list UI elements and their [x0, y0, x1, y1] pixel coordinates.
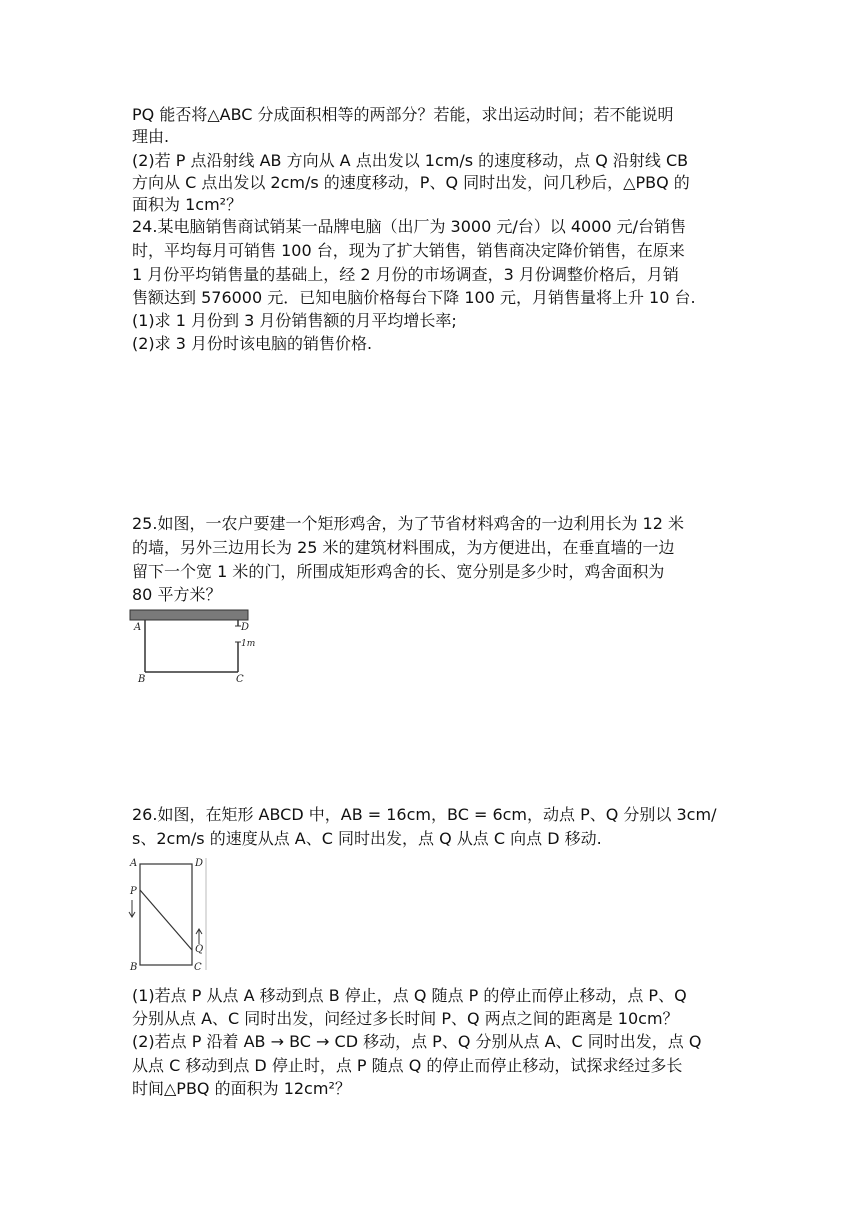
q23-line-2: 理由.: [132, 127, 170, 146]
label-b: B: [130, 962, 138, 973]
q23-part2-line-1: (2)若 P 点沿射线 AB 方向从 A 点出发以 1cm/s 的速度移动，点 Q 沿射线 CB: [132, 151, 689, 170]
q26-part2-line-2: 从点 C 移动到点 D 停止时，点 P 随点 Q 的停止而停止移动，试探求经过多长: [132, 1056, 683, 1075]
q25-chicken-coop-figure: [126, 606, 256, 688]
q26-part2-line-3: 时间△PBQ 的面积为 12cm²？: [132, 1079, 351, 1098]
q25-line-3: 留下一个宽 1 米的门，所围成矩形鸡舍的长、宽分别是多少时，鸡舍面积为: [132, 562, 665, 581]
q26-part1-line-1: (1)若点 P 从点 A 移动到点 B 停止，点 Q 随点 P 的停止而停止移动，点 P、Q: [132, 986, 687, 1005]
wall: [130, 610, 248, 620]
label-a: A: [134, 622, 142, 633]
q25-line-1: 25.如图，一农户要建一个矩形鸡舍，为了节省材料鸡舍的一边利用长为 12 米: [132, 514, 684, 533]
segment-pq: [140, 890, 192, 950]
label-c: C: [194, 962, 202, 973]
label-q: Q: [195, 944, 204, 955]
q24-line-3: 1 月份平均销售量的基础上，经 2 月份的市场调查，3 月份调整价格后，月销: [132, 265, 679, 284]
q24-line-1: 24.某电脑销售商试销某一品牌电脑（出厂为 3000 元/台）以 4000 元/台销售: [132, 217, 687, 236]
q25-line-2: 的墙，另外三边用长为 25 米的建筑材料围成，为方便进出，在垂直墙的一边: [132, 538, 675, 557]
label-a: A: [130, 858, 138, 869]
q25-line-4: 80 平方米？: [132, 585, 222, 604]
q24-part-2: (2)求 3 月份时该电脑的销售价格.: [132, 334, 373, 353]
q26-line-1: 26.如图，在矩形 ABCD 中，AB = 16cm，BC = 6cm，动点 P、Q 分别以 3cm/: [132, 805, 717, 824]
label-door: 1m: [241, 639, 256, 649]
q24-line-4: 售额达到 576000 元．已知电脑价格每台下降 100 元，月销售量将上升 10 台.: [132, 288, 696, 307]
label-d: D: [241, 622, 250, 633]
label-b: B: [138, 674, 146, 685]
label-d: D: [195, 858, 204, 869]
q24-line-2: 时，平均每月可销售 100 台，现为了扩大销售，销售商决定降价销售，在原来: [132, 241, 685, 260]
label-p: P: [130, 886, 137, 897]
q23-line-1: PQ 能否将△ABC 分成面积相等的两部分？若能，求出运动时间；若不能说明: [132, 105, 674, 124]
q24-part-1: (1)求 1 月份到 3 月份销售额的月平均增长率;: [132, 311, 457, 330]
rectangle-abcd: [140, 864, 192, 965]
q26-rectangle-figure: [126, 854, 210, 974]
q23-part2-line-2: 方向从 C 点出发以 2cm/s 的速度移动，P、Q 同时出发，问几秒后，△PBQ 的: [132, 173, 690, 192]
label-c: C: [236, 674, 244, 685]
q23-part2-line-3: 面积为 1cm²？: [132, 195, 243, 214]
q26-part1-line-2: 分别从点 A、C 同时出发，问经过多长时间 P、Q 两点之间的距离是 10cm？: [132, 1009, 679, 1028]
q26-line-2: s、2cm/s 的速度从点 A、C 同时出发，点 Q 从点 C 向点 D 移动.: [132, 829, 602, 848]
q26-part2-line-1: (2)若点 P 沿着 AB → BC → CD 移动，点 P、Q 分别从点 A、C 同时出发，点 Q: [132, 1032, 702, 1051]
